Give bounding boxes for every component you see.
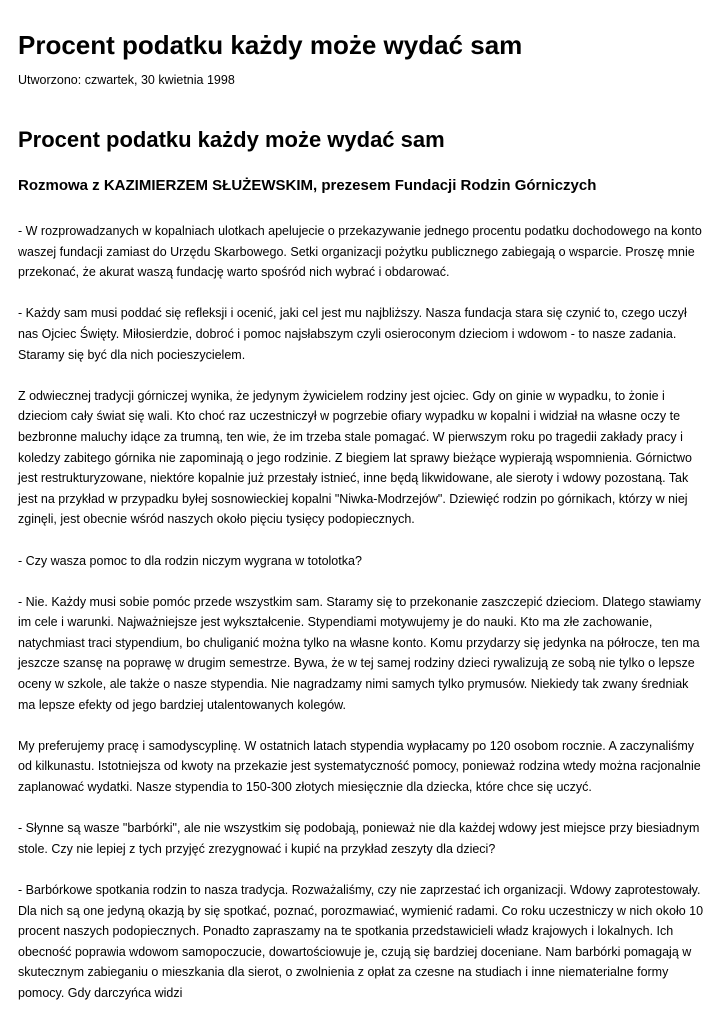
article-subtitle: Rozmowa z KAZIMIERZEM SŁUŻEWSKIM, prezesem Fundacji Rodzin Górniczych — [18, 177, 597, 194]
paragraph: - Nie. Każdy musi sobie pomóc przede wszystkim sam. Staramy się to przekonanie zaszczepić dzieciom. Dlatego stawiamy im cele i warunki. Najważniejsze jest wykształcenie. Stypendiami motywujemy je do nauki. Kto ma złe zachowanie, natychmiast traci stypendium, bo chuliganić można tylko na własne konto. Komu przydarzy się jedynka na półrocze, ten ma jeszcze szansę na poprawę w drugim semestrze. Bywa, że w tej samej rodziny dzieci rywalizują ze sobą nie tylko o lepsze oceny w szkole, ale także o nasze stypendia. Nie nagradzamy nimi samych tylko prymusów. Niekiedy tak zwany średniak ma lepsze efekty od jego bardziej utalentowanych kolegów. — [18, 594, 701, 712]
paragraph: - Czy wasza pomoc to dla rodzin niczym wygrana w totolotka? — [18, 553, 362, 568]
page-title: Procent podatku każdy może wydać sam — [18, 30, 523, 60]
paragraph: - Barbórkowe spotkania rodzin to nasza tradycja. Rozważaliśmy, czy nie zaprzestać ich organizacji. Wdowy zaprotestowały. Dla nich są one jedyną okazją by się spotkać, poznać, porozmawiać, wymienić radami. Co roku uczestniczy w nich około 10 procent naszych podopiecznych. Ponadto zapraszamy na te spotkania przedstawicieli władz krajowych i lokalnych. Ich obecność poprawia wdowom samopoczucie, dowartościowuje je, czują się bardziej doceniane. Nam barbórki pomagają w skutecznym zabieganiu o mieszkania dla sierot, o zwolnienia z opłat za czesne na studiach i inne niematerialne formy pomocy. Gdy darczyńca widzi — [18, 883, 704, 1000]
article-body — [18, 221, 708, 1024]
created-date: Utworzono: czwartek, 30 kwietnia 1998 — [18, 73, 235, 87]
paragraph: Z odwiecznej tradycji górniczej wynika, że jedynym żywicielem rodziny jest ojciec. Gdy on ginie w wypadku, to żonie i dzieciom cały świat się wali. Kto choć raz uczestniczył w pogrzebie ofiary wypadku w kopalni i widział na własne oczy te bezbronne maluchy idące za trumną, ten wie, że im trzeba stale pomagać. W pierwszym roku po tragedii zakłady pracy i koledzy zabitego górnika nie zapominają o jego rodzinie. Z biegiem lat sprawy bieżące wypierają wspomnienia. Górnictwo jest restrukturyzowane, niektóre kopalnie już przestały istnieć, inne będą likwidowane, ale sieroty i wdowy pozostaną. Tak jest na przykład w przypadku byłej sosnowieckiej kopalni "Niwka-Modrzejów". Dziewięć rodzin po górnikach, którzy w niej zginęli, jest obecnie wśród naszych około pięciu tysięcy podopiecznych. — [18, 388, 692, 527]
paragraph: - W rozprowadzanych w kopalniach ulotkach apelujecie o przekazywanie jednego procentu podatku dochodowego na konto waszej fundacji zamiast do Urzędu Skarbowego. Setki organizacji pożytku publicznego zabiegają o wsparcie. Proszę mnie przekonać, że akurat waszą fundację warto spośród nich wybrać i obdarować. — [18, 224, 702, 280]
article-title: Procent podatku każdy może wydać sam — [18, 127, 445, 152]
paragraph: - Słynne są wasze "barbórki", ale nie wszystkim się podobają, ponieważ nie dla każdej wdowy jest miejsce przy biesiadnym stole. Czy nie lepiej z tych przyjęć zrezygnować i kupić na przykład zeszyty dla dzieci? — [18, 821, 700, 856]
paragraph: - Każdy sam musi poddać się refleksji i ocenić, jaki cel jest mu najbliższy. Nasza fundacja stara się czynić to, czego uczył nas Ojciec Święty. Miłosierdzie, dobroć i pomoc najsłabszym czyli osieroconym dzieciom i wdowom - to nasze zadania. Staramy się być dla nich pocieszycielem. — [18, 306, 687, 362]
paragraph: My preferujemy pracę i samodyscyplinę. W ostatnich latach stypendia wypłacamy po 120 osobom rocznie. A zaczynaliśmy od kilkunastu. Istotniejsza od kwoty na przekazie jest systematyczność pomocy, ponieważ rodzina wtedy można racjonalnie zaplanować wydatki. Nasze stypendia to 150-300 złotych miesięcznie dla dziecka, które chce się uczyć. — [18, 738, 701, 795]
